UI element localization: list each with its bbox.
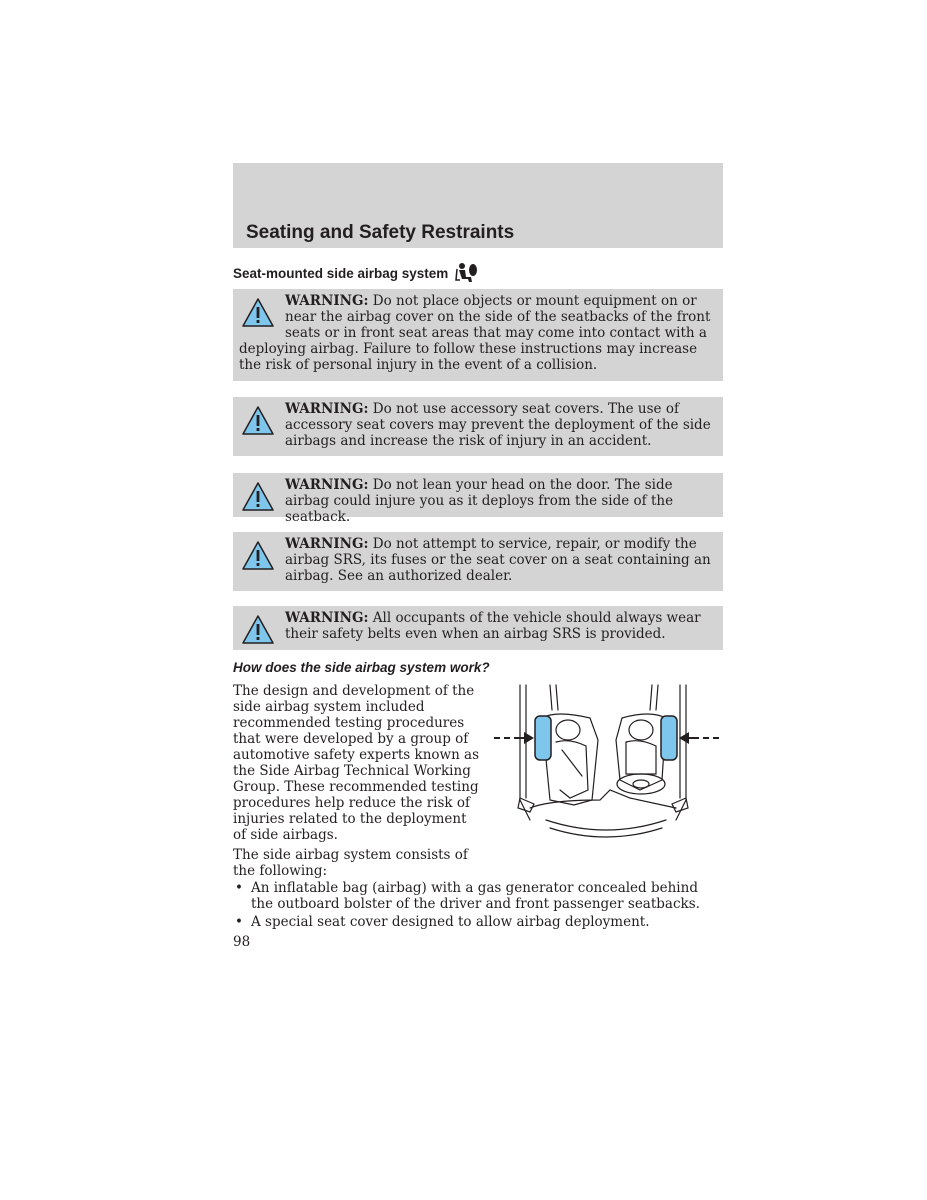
warning-label: WARNING:	[285, 293, 369, 309]
warning-text: Do not attempt to service, repair, or modify the airbag SRS, its fuses or the seat cover on a seat containing an airbag. See an authorized dealer.	[285, 536, 711, 584]
bullet-list	[233, 880, 723, 932]
warning-box	[233, 289, 723, 381]
section-heading	[233, 262, 478, 284]
page-number: 98	[233, 934, 251, 950]
warning-triangle-icon	[241, 613, 275, 647]
seat-airbag-icon	[454, 262, 478, 284]
warning-label: WARNING:	[285, 477, 369, 493]
warning-box	[233, 532, 723, 591]
warning-text: All occupants of the vehicle should always wear their safety belts even when an airbag SRS is provided.	[285, 610, 701, 642]
chapter-header	[233, 163, 723, 248]
warning-text: Do not place objects or mount equipment on or near the airbag cover on the side of the seatbacks of the front seats or in front seat areas that may come into contact with a deploying airbag. Failure to follow these instructions may increase the risk of personal injury in the event of a collision.	[239, 293, 711, 373]
section-title: Seat-mounted side airbag system	[233, 265, 449, 281]
list-item: • An inflatable bag (airbag) with a gas generator concealed behind the outboard bolster of the driver and front passenger seatbacks.	[233, 880, 723, 912]
side-airbag-illustration	[490, 680, 723, 840]
warning-box	[233, 397, 723, 456]
warning-triangle-icon	[241, 480, 275, 514]
warning-text: Do not lean your head on the door. The side airbag could injure you as it deploys from the side of the seatback.	[285, 477, 674, 525]
subsection-heading: How does the side airbag system work?	[233, 660, 490, 675]
body-paragraph: The side airbag system consists of the following:	[233, 847, 468, 879]
chapter-title: Seating and Safety Restraints	[246, 222, 515, 243]
warning-label: WARNING:	[285, 610, 369, 626]
list-item: • A special seat cover designed to allow airbag deployment.	[233, 914, 723, 930]
warning-triangle-icon	[241, 296, 275, 330]
warning-text: Do not use accessory seat covers. The use of accessory seat covers may prevent the deployment of the side airbags and increase the risk of injury in an accident.	[285, 401, 711, 449]
warning-label: WARNING:	[285, 536, 369, 552]
warning-triangle-icon	[241, 539, 275, 573]
warning-label: WARNING:	[285, 401, 369, 417]
warning-box	[233, 473, 723, 525]
warning-triangle-icon	[241, 404, 275, 438]
body-paragraph: The design and development of the side airbag system included recommended testing procedures that were developed by a group of automotive safety experts known as the Side Airbag Technical Working Group. These recommended testing procedures help reduce the risk of injuries related to the deployment of side airbags.	[233, 683, 480, 843]
warning-box	[233, 606, 723, 650]
